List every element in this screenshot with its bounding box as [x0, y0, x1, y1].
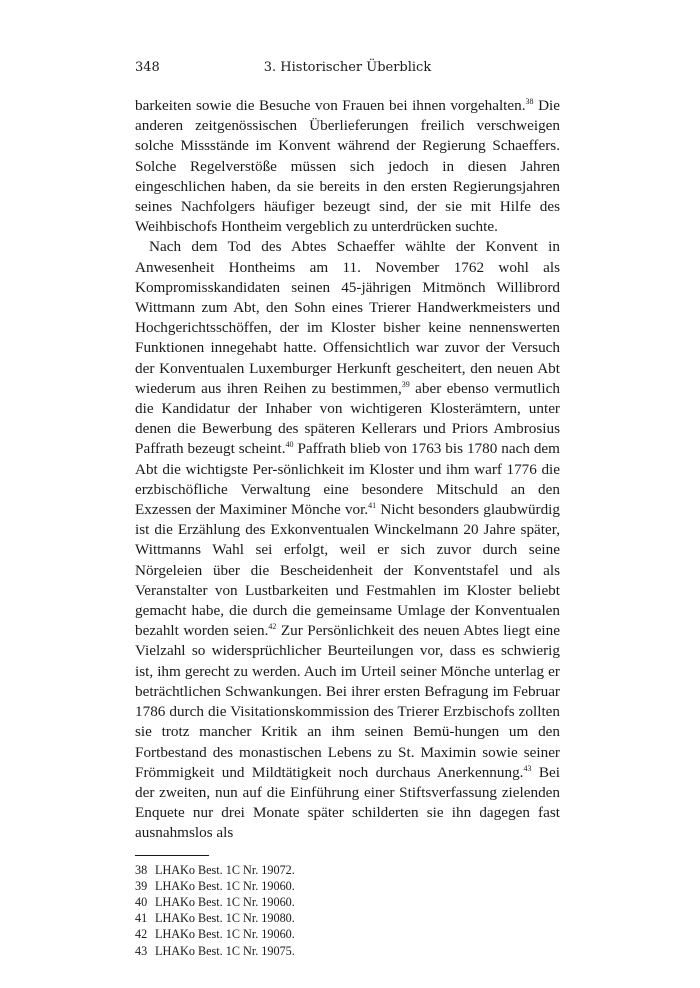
- paragraph-text: Zur Persönlichkeit des neuen Abtes liegt eine Vielzahl so widersprüchlicher Beurteilungen vor, dass es schwierig ist, ihm gerecht zu werden. Auch im Urteil seiner Mönche unterlag er beträchtlichen Schwankungen. Bei ihrer ersten Befragung im Februar 1786 durch die Visitationskommission des Trierer Erzbischofs zollten sie trotz mancher Kritik an ihm seinen Bemü-hungen um den Fortbestand des monastischen Lebens zu St. Maximin sowie seiner Frömmigkeit und Mildtätigkeit noch durchaus Anerkennung.: [135, 622, 560, 781]
- paragraph-text: Nach dem Tod des Abtes Schaeffer wählte der Konvent in Anwesenheit Hontheims am 11. November 1762 wohl als Kompromisskandidaten seinen 45-jährigen Mitmönch Willibrord Wittmann zum Abt, den Sohn eines Trierer Handwerkmeisters und Hochgerichtsschöffen, der im Kloster bisher keine nennenswerten Funktionen innegehabt hatte. Offensichtlich war zuvor der Versuch der Konventualen Luxemburger Herkunft gescheitert, den neuen Abt wiederum aus ihren Reihen zu bestimmen,: [135, 238, 560, 397]
- footnote-number: 41: [135, 911, 148, 926]
- paragraph: [135, 96, 560, 237]
- footnotes: [135, 862, 560, 959]
- body-text: [135, 96, 560, 844]
- footnote-reference[interactable]: 39: [401, 379, 410, 389]
- footnote-number: 40: [135, 894, 148, 909]
- footnote-reference[interactable]: 38: [525, 96, 534, 106]
- footnote-number: 43: [135, 943, 148, 958]
- footnote-text: LHAKo Best. 1C Nr. 19060.: [155, 894, 295, 909]
- footnote-reference[interactable]: 41: [368, 501, 377, 510]
- footnote: [135, 910, 560, 926]
- footnote: [135, 894, 560, 910]
- paragraph-text: Die anderen zeitgenössischen Überlieferungen freilich verschweigen solche Missstände im Konvent während der Regierung Schaeffers. Solche Regelverstöße müssen sich jedoch in diesen Jahren eingeschlichen haben, da sie bereits in den ersten Regierungsjahren seines Nachfolgers häufiger bezeugt sind, der sie mit Hilfe des Weihbischofs Hontheim vergeblich zu unterdrücken suchte.: [135, 97, 560, 236]
- page-header: [135, 60, 560, 84]
- footnote-reference[interactable]: 42: [268, 622, 277, 632]
- footnote-text: LHAKo Best. 1C Nr. 19072.: [155, 862, 295, 877]
- footnote: [135, 878, 560, 894]
- footnote-divider: [135, 855, 209, 856]
- footnote-number: 42: [135, 927, 148, 942]
- footnote: [135, 862, 560, 878]
- paragraph-text: aber ebenso vermutlich die Kandidatur der Inhaber von wichtigeren Klosterämtern, unter denen die Bewerbung des späteren Kellerars und Priors Ambrosius Paffrath bezeugt scheint.: [135, 379, 560, 458]
- paragraph: [135, 237, 560, 843]
- paragraph-text: barkeiten sowie die Besuche von Frauen bei ihnen vorgehalten.: [135, 97, 526, 114]
- footnote: [135, 926, 560, 942]
- footnote-text: LHAKo Best. 1C Nr. 19060.: [155, 878, 295, 893]
- footnote-text: LHAKo Best. 1C Nr. 19080.: [155, 911, 295, 926]
- footnote: [135, 943, 560, 959]
- book-page: [135, 60, 560, 959]
- footnote-text: LHAKo Best. 1C Nr. 19060.: [155, 927, 295, 942]
- footnote-number: 38: [135, 862, 148, 877]
- footnote-reference[interactable]: 40: [285, 440, 294, 450]
- footnote-number: 39: [135, 878, 148, 893]
- paragraph-text: Paffrath blieb von 1763 bis 1780 nach dem Abt die wichtigste Per-sönlichkeit im Kloster und ihm warf 1776 die erzbischöfliche Verwaltung eine besondere Mitschuld an den Exzessen der Maximiner Mönche vor.: [135, 440, 560, 519]
- footnote-reference[interactable]: 43: [523, 763, 532, 773]
- footnote-text: LHAKo Best. 1C Nr. 19075.: [155, 943, 295, 958]
- page-number: 348: [135, 60, 160, 75]
- paragraph-text: Nicht besonders glaubwürdig ist die Erzählung des Exkonventualen Winckelmann 20 Jahre später, Wittmanns Wahl sei erfolgt, weil er sich zuvor durch seine Nörgeleien über die Bescheidenheit der Konventstafel und als Veranstalter von Lustbarkeiten und Festmahlen im Kloster beliebt gemacht habe, die durch die gemeinsame Umlage der Konventualen bezahlt worden seien.: [135, 501, 560, 640]
- paragraph-text: Bei der zweiten, nun auf die Einführung einer Stiftsverfassung zielenden Enquete nur drei Monate später schilderten sie ihn dagegen fast ausnahmslos als: [135, 763, 560, 842]
- running-title: 3. Historischer Überblick: [263, 60, 432, 75]
